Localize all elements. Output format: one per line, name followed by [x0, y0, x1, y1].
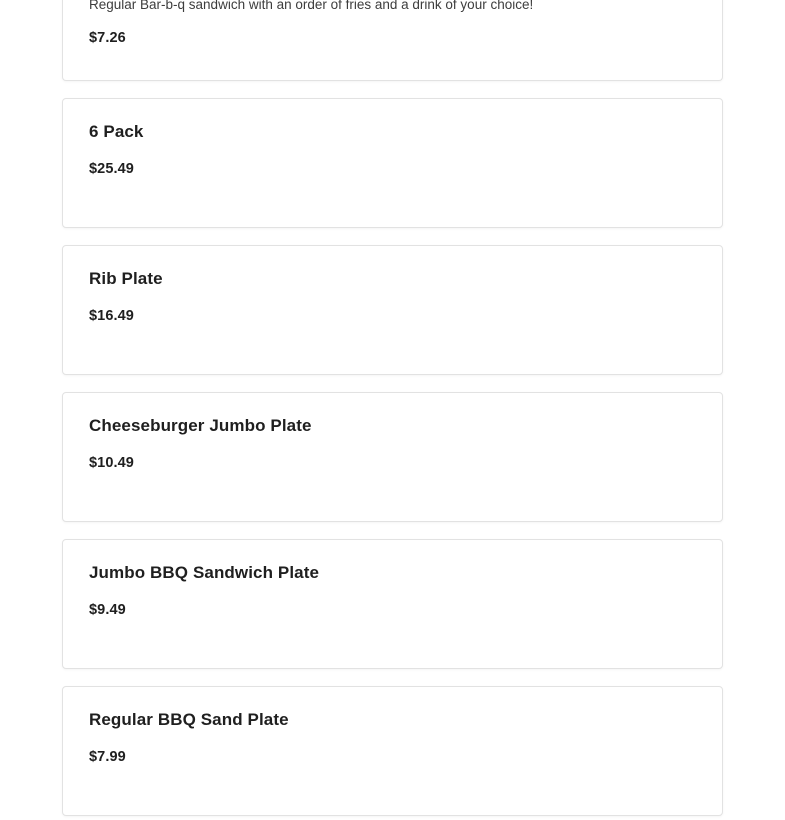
menu-item-price: $9.49 [89, 602, 126, 618]
menu-item-price: $7.26 [89, 30, 126, 46]
menu-item-name: Jumbo BBQ Sandwich Plate [89, 563, 320, 582]
menu-item-price: $10.49 [89, 455, 134, 471]
menu-item-price: $25.49 [89, 161, 134, 177]
menu-item-card[interactable] [62, 0, 723, 81]
menu-item-card[interactable] [62, 245, 723, 375]
menu-item-description: Regular Bar-b-q sandwich with an order of fries and a drink of your choice! [89, 0, 534, 12]
menu-item-price: $16.49 [89, 308, 134, 324]
menu-item-card[interactable] [62, 392, 723, 522]
menu-item-name: Rib Plate [89, 269, 163, 288]
menu-item-card[interactable] [62, 539, 723, 669]
menu-item-name: Cheeseburger Jumbo Plate [89, 416, 312, 435]
card-spacer [89, 46, 696, 56]
menu-item-price: $7.99 [89, 749, 126, 765]
menu-item-card[interactable] [62, 686, 723, 816]
menu-item-name: 6 Pack [89, 122, 144, 141]
menu-item-name: Regular BBQ Sand Plate [89, 710, 289, 729]
menu-item-card[interactable] [62, 98, 723, 228]
